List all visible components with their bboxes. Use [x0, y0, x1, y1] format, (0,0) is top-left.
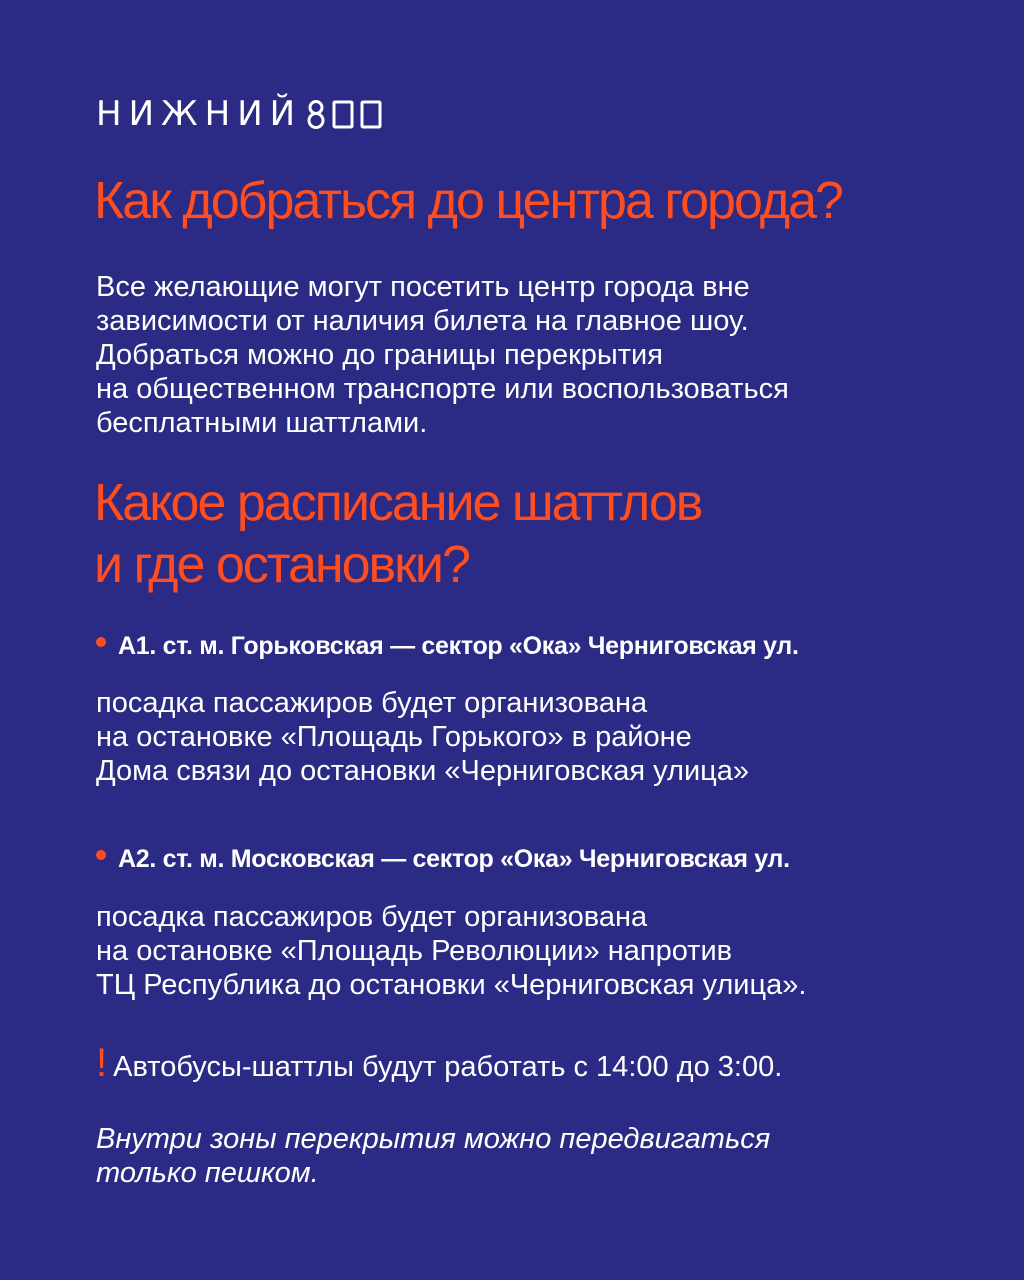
intro-line: Добраться можно до границы перекрытия — [96, 339, 663, 371]
bullet-dot-icon — [96, 637, 106, 647]
schedule-notice — [96, 1041, 783, 1085]
logo-text: НИЖНИЙ — [96, 94, 303, 134]
intro-paragraph — [96, 270, 789, 440]
heading-schedule-line: и где остановки? — [94, 536, 469, 594]
route-a1-line: Дома связи до остановки «Черниговская улица» — [96, 755, 750, 787]
route-a2-title: А2. ст. м. Московская — сектор «Ока» Черниговская ул. — [118, 845, 790, 873]
logo — [96, 96, 388, 132]
route-a1-title-row — [96, 632, 799, 661]
bullet-dot-icon — [96, 850, 106, 860]
schedule-notice-text: Автобусы-шаттлы будут работать с 14:00 до 3:00. — [113, 1051, 783, 1083]
route-a1-line: посадка пассажиров будет организована — [96, 687, 648, 719]
route-a2-description — [96, 900, 806, 1002]
exclamation-icon: ! — [96, 1041, 108, 1085]
heading-schedule — [94, 472, 701, 596]
intro-line: Все желающие могут посетить центр города вне — [96, 271, 750, 303]
heading-center: Как добраться до центра города? — [94, 172, 842, 230]
route-a1-description — [96, 686, 749, 788]
route-a2-line: посадка пассажиров будет организована — [96, 901, 648, 933]
route-a2-title-row — [96, 845, 790, 874]
footnote-line: только пешком. — [96, 1157, 319, 1189]
intro-line: бесплатными шаттлами. — [96, 407, 428, 439]
route-a1-title: А1. ст. м. Горьковская — сектор «Ока» Черниговская ул. — [118, 632, 799, 660]
intro-line: на общественном транспорте или воспользоваться — [96, 373, 789, 405]
walking-footnote — [96, 1122, 770, 1190]
footnote-line: Внутри зоны перекрытия можно передвигаться — [96, 1123, 771, 1155]
route-a2-line: ТЦ Республика до остановки «Черниговская улица». — [96, 969, 807, 1001]
intro-line: зависимости от наличия билета на главное шоу. — [96, 305, 749, 337]
logo-800-mark — [304, 99, 388, 129]
heading-schedule-line: Какое расписание шаттлов — [94, 474, 702, 532]
route-a1-line: на остановке «Площадь Горького» в районе — [96, 721, 692, 753]
route-a2-line: на остановке «Площадь Революции» напротив — [96, 935, 733, 967]
